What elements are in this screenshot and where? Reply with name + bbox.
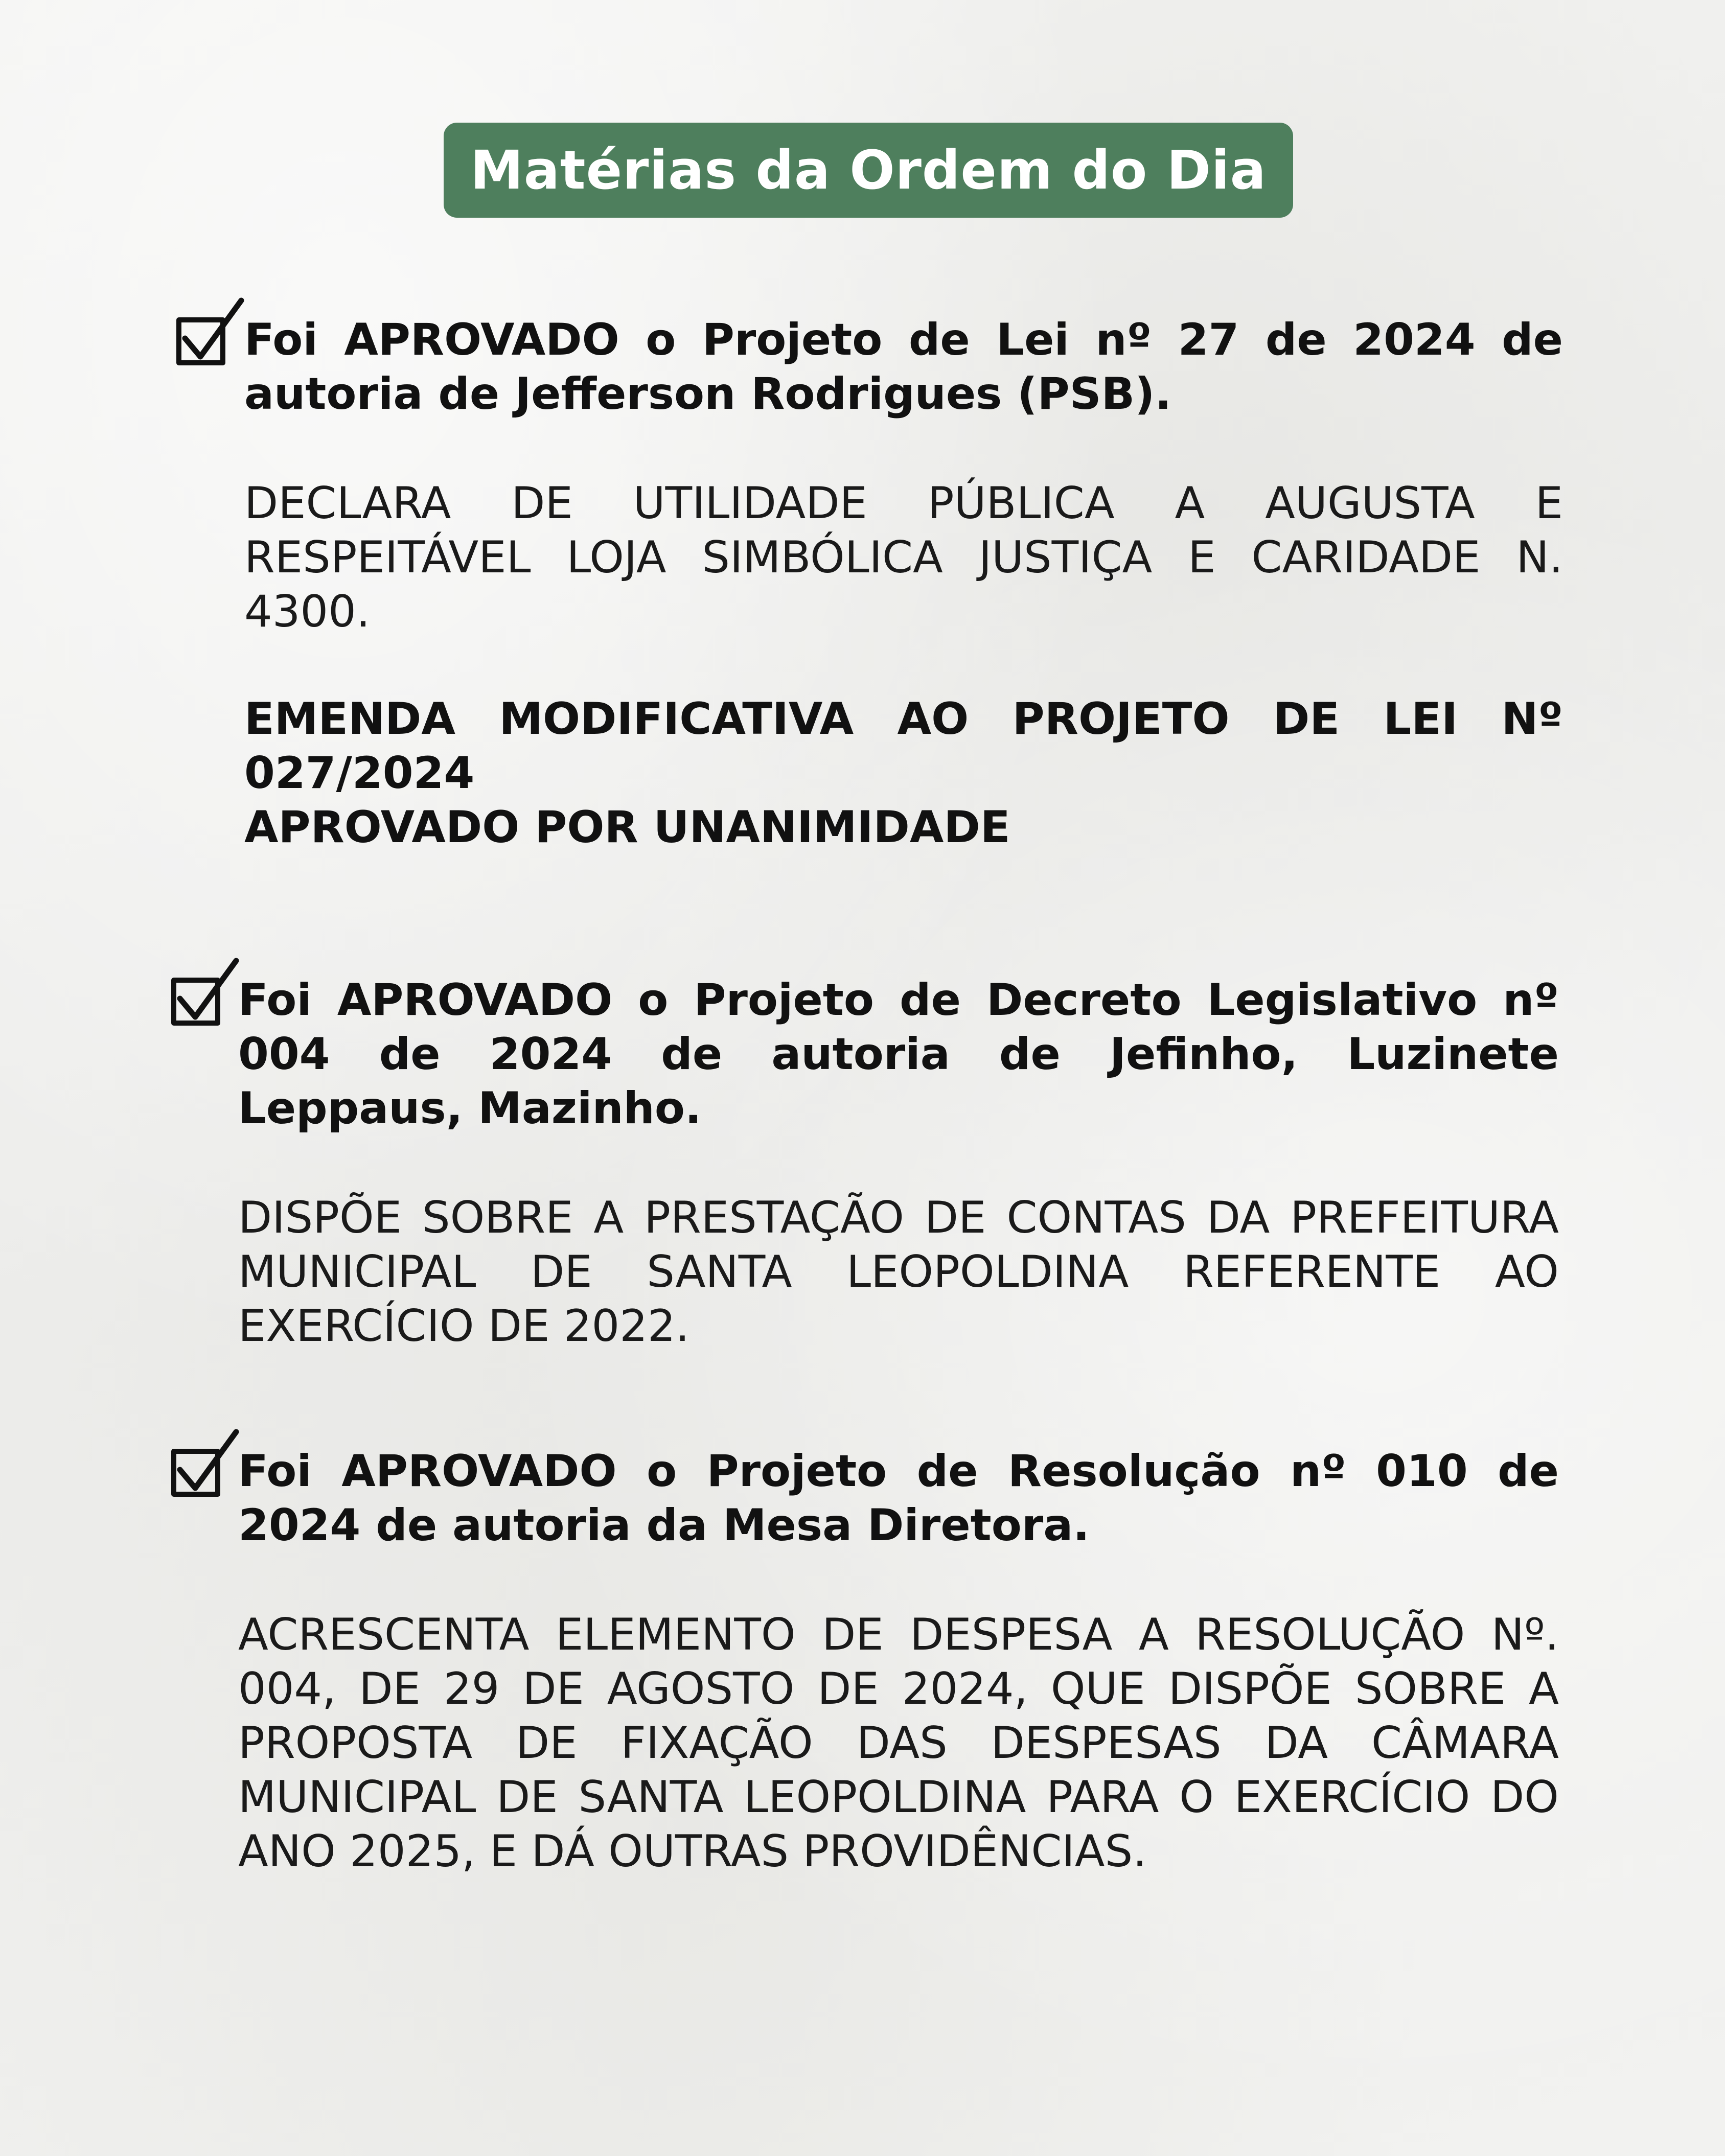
amendment-number: 027/2024 [244,748,475,799]
amendment-status: APROVADO POR UNANIMIDADE [244,802,1010,853]
amendment-title: EMENDA MODIFICATIVA AO PROJETO DE LEI Nº [244,693,1563,745]
item-1-heading: Foi APROVADO o Projeto de Lei nº 27 de 2024 de autoria de Jefferson Rodrigues (PSB). [244,314,1563,420]
item-1-amendment [244,692,1563,854]
checkbox-checked-icon [169,957,240,1028]
header-banner [444,123,1293,218]
item-3-heading: Foi APROVADO o Projeto de Resolução nº 010 de 2024 de autoria da Mesa Diretora. [238,1446,1559,1551]
page-title: Matérias da Ordem do Dia [470,139,1267,201]
item-2-description: DISPÕE SOBRE A PRESTAÇÃO DE CONTAS DA PREFEITURA MUNICIPAL DE SANTA LEOPOLDINA REFERENTE AO EXERCÍCIO DE 2022. [238,1192,1559,1352]
item-2-heading: Foi APROVADO o Projeto de Decreto Legislativo nº 004 de 2024 de autoria de Jefinho, Luzinete Leppaus, Mazinho. [238,975,1559,1134]
item-3-description: ACRESCENTA ELEMENTO DE DESPESA A RESOLUÇÃO Nº. 004, DE 29 DE AGOSTO DE 2024, QUE DISPÕE SOBRE A PROPOSTA DE FIXAÇÃO DAS DESPESAS DA CÂMARA MUNICIPAL DE SANTA LEOPOLDINA PARA O EXERCÍCIO DO ANO 2025, E DÁ OUTRAS PROVIDÊNCIAS. [238,1609,1559,1877]
checkbox-checked-icon [174,296,245,368]
checkbox-checked-icon [169,1428,240,1499]
item-1-description: DECLARA DE UTILIDADE PÚBLICA A AUGUSTA E RESPEITÁVEL LOJA SIMBÓLICA JUSTIÇA E CARIDADE N. 4300. [244,478,1563,637]
